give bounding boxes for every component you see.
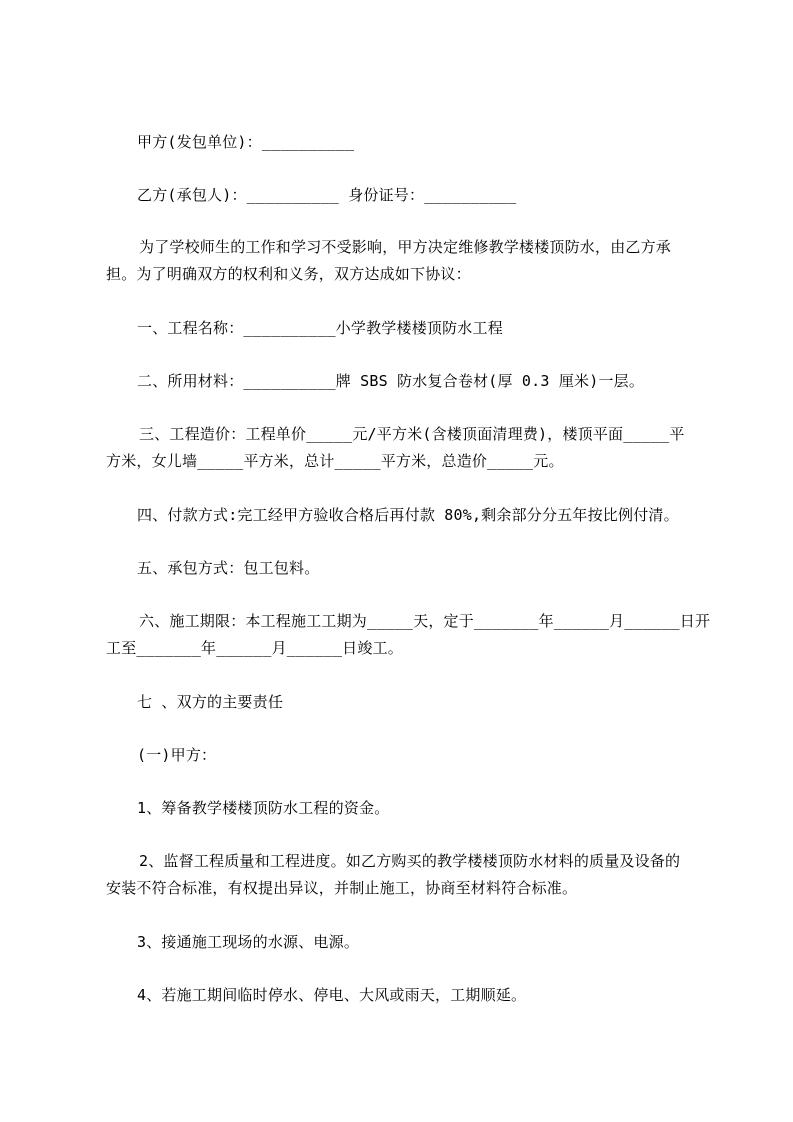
duty-3: 3、接通施工现场的水源、电源。 [137, 933, 360, 951]
party-a-duties-heading: (一)甲方： [137, 746, 217, 764]
clause-1-project-name: 一、工程名称：__________小学教学楼楼顶防水工程 [137, 319, 503, 337]
clause-4-payment: 四、付款方式:完工经甲方验收合格后再付款 80%,剩余部分分五年按比例付清。 [137, 506, 679, 524]
clause-3-line-1: 三、工程造价：工程单价_____元/平方米(含楼顶面清理费)，楼顶平面_____平 [139, 425, 685, 443]
party-a-line: 甲方(发包单位)：__________ [137, 133, 355, 151]
clause-7-heading: 七 、双方的主要责任 [137, 693, 284, 711]
duty-1: 1、筹备教学楼楼顶防水工程的资金。 [137, 799, 390, 817]
clause-6-line-2: 工至_______年______月______日竣工。 [106, 639, 403, 657]
duty-4: 4、若施工期间临时停水、停电、大风或雨天，工期顺延。 [137, 986, 527, 1004]
clause-3-line-2: 方米，女儿墙_____平方米，总计_____平方米，总造价_____元。 [106, 452, 564, 470]
intro-paragraph-line-2: 担。为了明确双方的权利和义务，双方达成如下协议： [106, 265, 471, 283]
clause-2-materials: 二、所用材料：__________牌 SBS 防水复合卷材(厚 0.3 厘米)一层。 [137, 372, 645, 390]
clause-6-line-1: 六、施工期限：本工程施工工期为_____天，定于_______年______月______日开 [139, 612, 711, 630]
party-b-line: 乙方(承包人)：__________ 身份证号：__________ [137, 186, 517, 204]
duty-2-line-1: 2、监督工程质量和工程进度。如乙方购买的教学楼楼顶防水材料的质量及设备的 [139, 852, 681, 870]
clause-5-contract-type: 五、承包方式：包工包料。 [137, 559, 320, 577]
duty-2-line-2: 安装不符合标准，有权提出异议，并制止施工，协商至材料符合标准。 [106, 879, 578, 897]
intro-paragraph-line-1: 为了学校师生的工作和学习不受影响，甲方决定维修教学楼楼顶防水，由乙方承 [139, 238, 672, 256]
